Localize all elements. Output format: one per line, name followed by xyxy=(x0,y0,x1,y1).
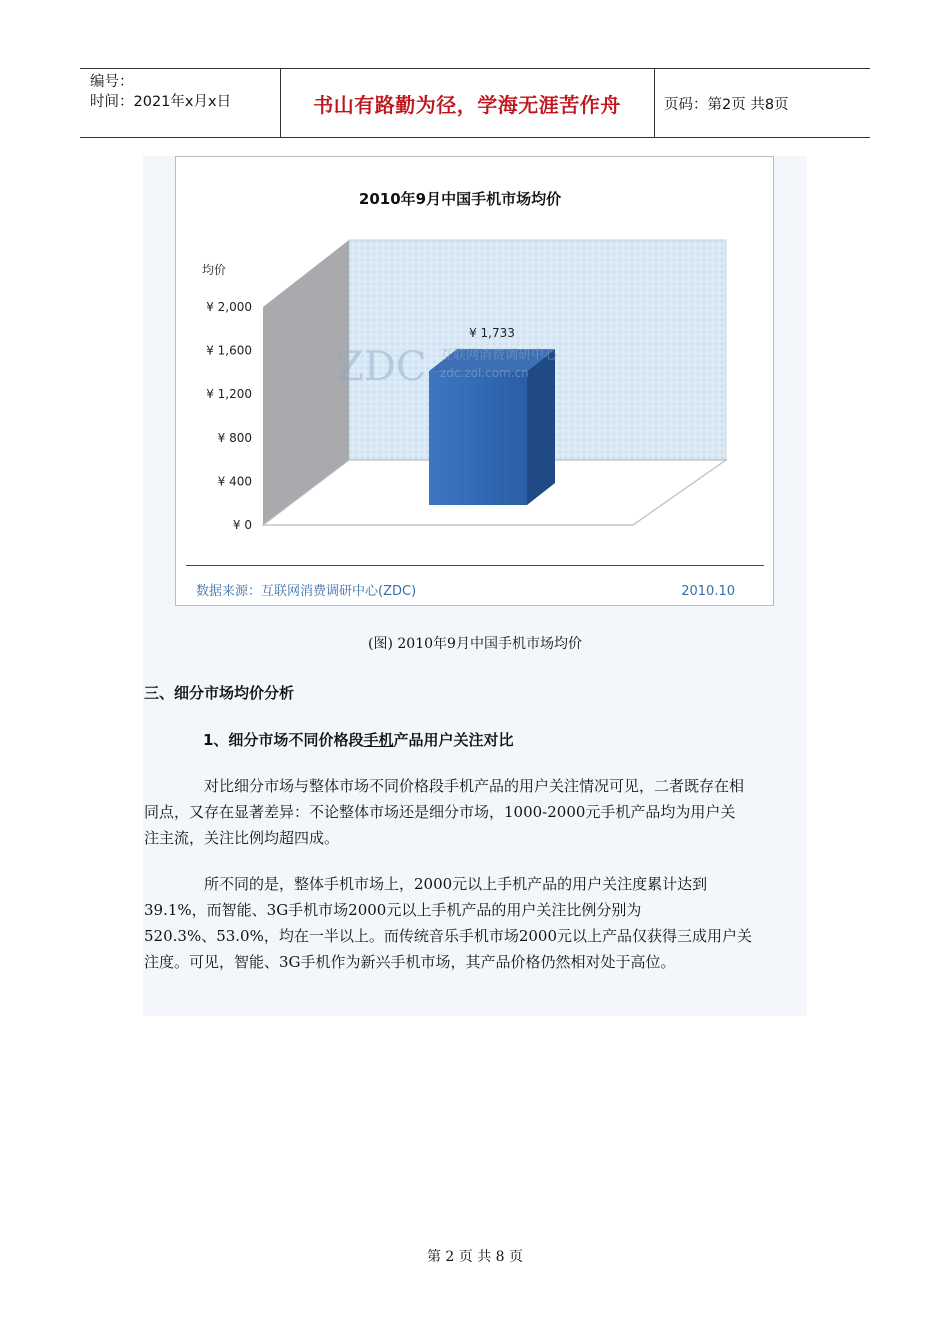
header-time: 时间：2021年x月x日 xyxy=(90,94,232,110)
subsection-prefix: 1、细分市场不同价格段 xyxy=(203,731,364,749)
watermark-url: zdc.zol.com.cn xyxy=(440,366,529,380)
bar-front xyxy=(429,371,527,505)
paragraph-2 xyxy=(144,871,808,975)
y-tick-label: ¥ 800 xyxy=(217,430,252,445)
subsection-suffix: 产品用户关注对比 xyxy=(393,731,514,749)
watermark-logo: ZDC xyxy=(336,344,427,390)
y-axis-ticks xyxy=(206,300,252,532)
bar-side xyxy=(527,349,555,505)
paragraph-line: 注主流，关注比例均超四成。 xyxy=(144,829,340,847)
y-tick-label: ¥ 1,600 xyxy=(206,343,252,358)
subsection-link[interactable]: 手机 xyxy=(363,731,394,749)
chart-source-divider xyxy=(186,565,764,566)
watermark-name: 互联网消费调研中心 xyxy=(440,348,558,363)
header-page-number: 页码：第2页 共8页 xyxy=(664,96,789,113)
paragraph-line: 520.3%、53.0%，均在一半以上。而传统音乐手机市场2000元以上产品仅获得三成用户关 xyxy=(144,927,753,945)
chart-source: 数据来源：互联网消费调研中心(ZDC) xyxy=(196,584,417,599)
section-title: 三、细分市场均价分析 xyxy=(144,684,295,702)
chart-date: 2010.10 xyxy=(681,584,735,599)
y-tick-label: ¥ 400 xyxy=(217,474,252,489)
chart-title: 2010年9月中国手机市场均价 xyxy=(358,190,562,208)
y-tick-label: ¥ 0 xyxy=(232,518,252,532)
paragraph-line: 注度。可见，智能、3G手机作为新兴手机市场，其产品价格仍然相对处于高位。 xyxy=(144,953,676,971)
header-motto: 书山有路勤为径，学海无涯苦作舟 xyxy=(313,92,621,117)
paragraph-line: 39.1%，而智能、3G手机市场2000元以上手机产品的用户关注比例分别为 xyxy=(144,901,642,919)
y-axis-label: 均价 xyxy=(202,263,227,277)
y-tick-label: ¥ 2,000 xyxy=(206,300,252,314)
paragraph-line: 同点，又存在显著差异：不论整体市场还是细分市场，1000-2000元手机产品均为用户关 xyxy=(144,803,736,821)
bar-data-label: ¥ 1,733 xyxy=(469,326,515,341)
paragraph-1 xyxy=(144,773,808,851)
subsection-title xyxy=(203,729,513,750)
page-footer: 第 2 页 共 8 页 xyxy=(426,1249,524,1265)
paragraph-line: 所不同的是，整体手机市场上，2000元以上手机产品的用户关注度累计达到 xyxy=(204,875,708,893)
figure-caption: (图) 2010年9月中国手机市场均价 xyxy=(368,636,582,652)
header-number: 编号： xyxy=(90,74,134,90)
paragraph-line: 对比细分市场与整体市场不同价格段手机产品的用户关注情况可见，二者既存在相 xyxy=(204,777,745,795)
y-tick-label: ¥ 1,200 xyxy=(206,387,252,402)
